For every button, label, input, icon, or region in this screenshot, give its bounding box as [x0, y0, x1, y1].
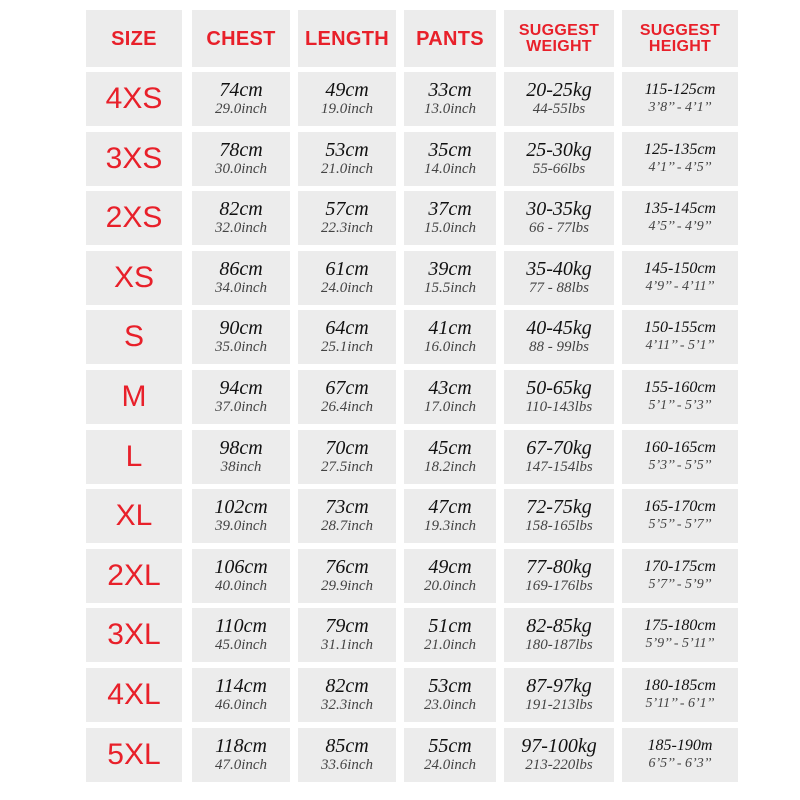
length-imperial-value: 29.9inch: [320, 578, 374, 594]
weight-imperial-value: 213-220lbs: [525, 757, 593, 773]
table-cell-pants: [404, 489, 496, 543]
table-cell-length: [298, 549, 396, 603]
chest-imperial-value: 46.0inch: [214, 697, 268, 713]
height-metric-value: 170-175cm: [644, 558, 716, 575]
pants-metric-value: 45cm: [428, 437, 472, 459]
chest-metric-value: 78cm: [219, 139, 263, 161]
table-cell-length: [298, 728, 396, 782]
table-cell-length: [298, 430, 396, 484]
table-cell-size: [86, 191, 182, 245]
table-cell-size: [86, 310, 182, 364]
table-cell-height: [622, 668, 738, 722]
length-metric-value: 70cm: [325, 437, 369, 459]
length-imperial-value: 21.0inch: [320, 161, 374, 177]
height-imperial-value: 5’9’’ - 5’11’’: [645, 636, 715, 651]
chest-metric-value: 82cm: [219, 198, 263, 220]
table-cell-chest: [192, 251, 290, 305]
pants-metric-value: 43cm: [428, 377, 472, 399]
table-cell-weight: [504, 489, 614, 543]
chest-metric-value: 94cm: [219, 377, 263, 399]
chest-imperial-value: 30.0inch: [214, 161, 268, 177]
table-cell-weight: [504, 608, 614, 662]
table-cell-height: [622, 430, 738, 484]
weight-imperial-value: 158-165lbs: [525, 518, 593, 534]
table-cell-weight: [504, 370, 614, 424]
length-metric-value: 53cm: [325, 139, 369, 161]
pants-imperial-value: 24.0inch: [423, 757, 477, 773]
chest-imperial-value: 47.0inch: [214, 757, 268, 773]
table-cell-pants: [404, 728, 496, 782]
weight-imperial-value: 147-154lbs: [525, 459, 593, 475]
height-imperial-value: 4’1’’ - 4’5’’: [648, 160, 712, 175]
weight-imperial-value: 44-55lbs: [532, 101, 586, 117]
table-cell-size: [86, 728, 182, 782]
table-cell-length: [298, 191, 396, 245]
length-imperial-value: 25.1inch: [320, 339, 374, 355]
table-cell-length: [298, 72, 396, 126]
size-label: 3XS: [105, 142, 163, 175]
height-imperial-value: 3’8’’ - 4’1’’: [648, 100, 712, 115]
table-cell-size: [86, 132, 182, 186]
table-cell-pants: [404, 668, 496, 722]
weight-metric-value: 82-85kg: [526, 615, 592, 637]
table-cell-chest: [192, 191, 290, 245]
table-cell-pants: [404, 132, 496, 186]
weight-imperial-value: 191-213lbs: [525, 697, 593, 713]
weight-metric-value: 77-80kg: [526, 556, 592, 578]
height-imperial-value: 5’1’’ - 5’3’’: [648, 398, 712, 413]
weight-metric-value: 30-35kg: [526, 198, 592, 220]
height-metric-value: 125-135cm: [644, 141, 716, 158]
length-metric-value: 64cm: [325, 317, 369, 339]
pants-metric-value: 33cm: [428, 79, 472, 101]
height-imperial-value: 4’11’’ - 5’1’’: [645, 338, 715, 353]
length-imperial-value: 24.0inch: [320, 280, 374, 296]
height-imperial-value: 4’5’’ - 4’9’’: [648, 219, 712, 234]
pants-imperial-value: 20.0inch: [423, 578, 477, 594]
height-metric-value: 155-160cm: [644, 379, 716, 396]
pants-imperial-value: 16.0inch: [423, 339, 477, 355]
table-cell-pants: [404, 608, 496, 662]
size-label: 5XL: [107, 738, 161, 771]
table-cell-height: [622, 251, 738, 305]
table-cell-chest: [192, 310, 290, 364]
weight-imperial-value: 77 - 88lbs: [529, 280, 589, 296]
table-cell-pants: [404, 310, 496, 364]
height-imperial-value: 4’9’’ - 4’11’’: [645, 279, 715, 294]
header-cell-height: [622, 10, 738, 67]
chest-imperial-value: 38inch: [220, 459, 262, 475]
table-cell-chest: [192, 549, 290, 603]
table-cell-size: [86, 608, 182, 662]
chest-metric-value: 106cm: [214, 556, 268, 578]
chest-metric-value: 86cm: [219, 258, 263, 280]
chest-metric-value: 74cm: [219, 79, 263, 101]
table-cell-size: [86, 489, 182, 543]
weight-metric-value: 97-100kg: [521, 735, 597, 757]
chest-imperial-value: 34.0inch: [214, 280, 268, 296]
table-cell-chest: [192, 72, 290, 126]
header-cell-size: [86, 10, 182, 67]
length-metric-value: 67cm: [325, 377, 369, 399]
height-metric-value: 180-185cm: [644, 677, 716, 694]
table-cell-length: [298, 668, 396, 722]
chest-metric-value: 118cm: [215, 735, 267, 757]
weight-imperial-value: 55-66lbs: [532, 161, 586, 177]
table-cell-height: [622, 608, 738, 662]
chest-metric-value: 90cm: [219, 317, 263, 339]
chest-imperial-value: 35.0inch: [214, 339, 268, 355]
table-cell-height: [622, 310, 738, 364]
column-header: SUGGEST HEIGHT: [639, 21, 721, 55]
size-label: 2XL: [107, 559, 161, 592]
column-header: SUGGEST WEIGHT: [518, 21, 600, 55]
weight-metric-value: 67-70kg: [526, 437, 592, 459]
chest-metric-value: 98cm: [219, 437, 263, 459]
size-label: S: [123, 320, 144, 353]
table-cell-length: [298, 489, 396, 543]
length-metric-value: 61cm: [325, 258, 369, 280]
weight-metric-value: 40-45kg: [526, 317, 592, 339]
table-cell-pants: [404, 191, 496, 245]
length-imperial-value: 22.3inch: [320, 220, 374, 236]
table-cell-weight: [504, 549, 614, 603]
table-cell-weight: [504, 668, 614, 722]
pants-imperial-value: 15.0inch: [423, 220, 477, 236]
table-cell-size: [86, 251, 182, 305]
height-metric-value: 145-150cm: [644, 260, 716, 277]
pants-imperial-value: 19.3inch: [423, 518, 477, 534]
height-imperial-value: 5’3’’ - 5’5’’: [648, 458, 712, 473]
length-metric-value: 79cm: [325, 615, 369, 637]
chest-imperial-value: 39.0inch: [214, 518, 268, 534]
height-metric-value: 115-125cm: [644, 81, 716, 98]
table-cell-height: [622, 728, 738, 782]
length-imperial-value: 33.6inch: [320, 757, 374, 773]
height-imperial-value: 5’11’’ - 6’1’’: [645, 696, 715, 711]
size-label: 2XS: [105, 201, 163, 234]
length-metric-value: 57cm: [325, 198, 369, 220]
header-cell-pants: [404, 10, 496, 67]
table-cell-chest: [192, 370, 290, 424]
length-imperial-value: 26.4inch: [320, 399, 374, 415]
table-cell-weight: [504, 310, 614, 364]
table-cell-chest: [192, 430, 290, 484]
chest-metric-value: 114cm: [215, 675, 267, 697]
table-cell-size: [86, 72, 182, 126]
weight-imperial-value: 88 - 99lbs: [529, 339, 589, 355]
weight-imperial-value: 180-187lbs: [525, 637, 593, 653]
table-cell-pants: [404, 370, 496, 424]
weight-metric-value: 50-65kg: [526, 377, 592, 399]
weight-imperial-value: 66 - 77lbs: [529, 220, 589, 236]
pants-metric-value: 41cm: [428, 317, 472, 339]
weight-imperial-value: 110-143lbs: [525, 399, 593, 415]
chest-imperial-value: 29.0inch: [214, 101, 268, 117]
table-cell-length: [298, 370, 396, 424]
column-header: CHEST: [206, 27, 276, 50]
table-cell-weight: [504, 251, 614, 305]
table-cell-pants: [404, 430, 496, 484]
column-header: LENGTH: [304, 27, 390, 50]
header-cell-chest: [192, 10, 290, 67]
pants-metric-value: 51cm: [428, 615, 472, 637]
height-metric-value: 160-165cm: [644, 439, 716, 456]
header-cell-weight: [504, 10, 614, 67]
pants-metric-value: 35cm: [428, 139, 472, 161]
table-cell-height: [622, 72, 738, 126]
height-metric-value: 135-145cm: [644, 200, 716, 217]
height-imperial-value: 5’7’’ - 5’9’’: [648, 577, 712, 592]
weight-metric-value: 87-97kg: [526, 675, 592, 697]
pants-metric-value: 55cm: [428, 735, 472, 757]
length-imperial-value: 27.5inch: [320, 459, 374, 475]
table-cell-chest: [192, 728, 290, 782]
table-cell-weight: [504, 132, 614, 186]
length-imperial-value: 19.0inch: [320, 101, 374, 117]
table-cell-chest: [192, 608, 290, 662]
length-metric-value: 49cm: [325, 79, 369, 101]
table-cell-height: [622, 370, 738, 424]
pants-imperial-value: 13.0inch: [423, 101, 477, 117]
chest-metric-value: 102cm: [214, 496, 268, 518]
table-cell-height: [622, 191, 738, 245]
chest-imperial-value: 40.0inch: [214, 578, 268, 594]
table-cell-weight: [504, 191, 614, 245]
table-cell-pants: [404, 549, 496, 603]
weight-metric-value: 25-30kg: [526, 139, 592, 161]
table-cell-weight: [504, 430, 614, 484]
table-cell-weight: [504, 72, 614, 126]
weight-imperial-value: 169-176lbs: [525, 578, 593, 594]
chest-imperial-value: 32.0inch: [214, 220, 268, 236]
height-metric-value: 175-180cm: [644, 617, 716, 634]
table-cell-chest: [192, 132, 290, 186]
column-header: PANTS: [416, 27, 484, 50]
table-cell-height: [622, 489, 738, 543]
size-label: M: [121, 380, 147, 413]
table-cell-length: [298, 251, 396, 305]
height-imperial-value: 6’5’’ - 6’3’’: [648, 756, 712, 771]
size-label: L: [125, 440, 143, 473]
size-label: 4XL: [107, 678, 161, 711]
length-metric-value: 85cm: [325, 735, 369, 757]
table-cell-length: [298, 310, 396, 364]
table-cell-size: [86, 668, 182, 722]
weight-metric-value: 72-75kg: [526, 496, 592, 518]
table-cell-size: [86, 370, 182, 424]
table-cell-chest: [192, 489, 290, 543]
pants-metric-value: 47cm: [428, 496, 472, 518]
table-cell-height: [622, 549, 738, 603]
size-label: XS: [113, 261, 155, 294]
chest-metric-value: 110cm: [215, 615, 267, 637]
size-label: 4XS: [105, 82, 163, 115]
length-metric-value: 76cm: [325, 556, 369, 578]
length-metric-value: 82cm: [325, 675, 369, 697]
height-metric-value: 165-170cm: [644, 498, 716, 515]
table-cell-size: [86, 549, 182, 603]
pants-imperial-value: 15.5inch: [423, 280, 477, 296]
length-imperial-value: 28.7inch: [320, 518, 374, 534]
height-metric-value: 150-155cm: [644, 319, 716, 336]
pants-imperial-value: 14.0inch: [423, 161, 477, 177]
weight-metric-value: 20-25kg: [526, 79, 592, 101]
pants-metric-value: 37cm: [428, 198, 472, 220]
table-cell-size: [86, 430, 182, 484]
length-imperial-value: 32.3inch: [320, 697, 374, 713]
pants-metric-value: 53cm: [428, 675, 472, 697]
pants-imperial-value: 18.2inch: [423, 459, 477, 475]
pants-metric-value: 49cm: [428, 556, 472, 578]
length-metric-value: 73cm: [325, 496, 369, 518]
chest-imperial-value: 37.0inch: [214, 399, 268, 415]
header-cell-length: [298, 10, 396, 67]
pants-imperial-value: 23.0inch: [423, 697, 477, 713]
weight-metric-value: 35-40kg: [526, 258, 592, 280]
table-cell-pants: [404, 72, 496, 126]
table-cell-length: [298, 608, 396, 662]
length-imperial-value: 31.1inch: [320, 637, 374, 653]
table-cell-height: [622, 132, 738, 186]
table-cell-pants: [404, 251, 496, 305]
table-cell-chest: [192, 668, 290, 722]
pants-imperial-value: 21.0inch: [423, 637, 477, 653]
height-metric-value: 185-190m: [647, 737, 713, 754]
pants-metric-value: 39cm: [428, 258, 472, 280]
pants-imperial-value: 17.0inch: [423, 399, 477, 415]
size-label: XL: [115, 499, 153, 532]
size-label: 3XL: [107, 618, 161, 651]
chest-imperial-value: 45.0inch: [214, 637, 268, 653]
column-header: SIZE: [111, 27, 157, 50]
height-imperial-value: 5’5’’ - 5’7’’: [648, 517, 712, 532]
table-cell-length: [298, 132, 396, 186]
table-cell-weight: [504, 728, 614, 782]
